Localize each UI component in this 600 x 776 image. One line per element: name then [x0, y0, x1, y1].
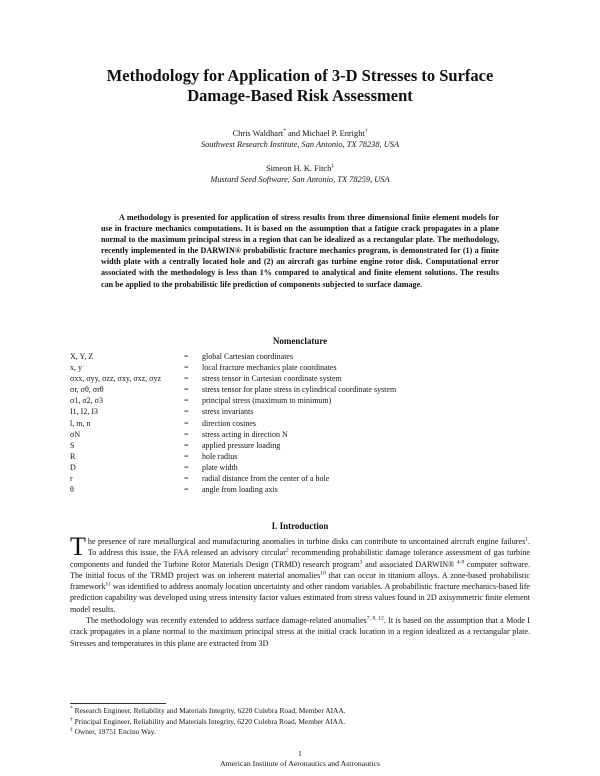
nomenclature-definition: stress invariants — [202, 407, 254, 417]
paragraph-text: and associated DARWIN® — [362, 559, 457, 569]
footnote-mark: ‡ — [70, 726, 73, 733]
author-affiliation: Mustard Seed Software, San Antonio, TX 78259, USA — [210, 175, 390, 184]
reference-mark: 4-9 — [456, 558, 465, 565]
author-affiliation: Southwest Research Institute, San Antonio, TX 78238, USA — [200, 140, 400, 149]
nomenclature-symbol: σr, σθ, σrθ — [70, 385, 104, 395]
nomenclature-row — [70, 473, 396, 484]
nomenclature-equals: = — [184, 474, 189, 484]
footnote-text: Owner, 19751 Encino Way. — [72, 727, 156, 736]
footnote-mark: * — [70, 705, 73, 712]
nomenclature-definition: local fracture mechanics plate coordinates — [202, 363, 337, 373]
paragraph-2 — [70, 615, 530, 649]
nomenclature-definition: stress tensor for plane stress in cylindrical coordinate system — [202, 385, 397, 395]
nomenclature-row — [70, 440, 396, 451]
nomenclature-definition: plate width — [202, 462, 238, 472]
paragraph-text: recommending probabilistic damage tolerance assessment of gas turbine components and funded the Turbine Rotor Materials Design (TRMD) research program — [70, 548, 530, 569]
nomenclature-equals: = — [184, 440, 189, 450]
nomenclature-symbol: l, m, n — [70, 418, 91, 428]
nomenclature-equals: = — [184, 385, 189, 395]
nomenclature-definition: stress acting in direction N — [202, 429, 288, 439]
page-footer — [60, 749, 540, 769]
section-heading-introduction: I. Introduction — [271, 521, 329, 531]
nomenclature-definition: global Cartesian coordinates — [202, 352, 294, 361]
nomenclature-heading: Nomenclature — [272, 336, 328, 346]
author-footnote-mark: * — [283, 128, 286, 135]
author-names — [60, 128, 540, 139]
nomenclature-symbol: I1, I2, I3 — [70, 407, 98, 417]
nomenclature-row — [70, 451, 396, 462]
abstract: A methodology is presented for application of stress results from three dimensional finite element models for use in fracture mechanics computations. It is based on the assumption that a fatigue crack propagates in a plane normal to the maximum principal stress in a region that can be idealized as a rectangular plate. The methodology, recently implemented in the DARWIN® probabilistic fracture mechanics program, is demonstrated for (1) a finite width plate with a centrally located hole and (2) an aircraft gas turbine engine rotor disk. Computational error associated with the methodology is less than 1% compared to analytical and finite element solutions. The results can be applied to the probabilistic life prediction of components subjected to surface damage. — [101, 213, 499, 289]
nomenclature-equals: = — [184, 396, 189, 406]
author-block-1 — [60, 128, 540, 150]
nomenclature-symbol: r — [70, 474, 73, 484]
nomenclature-symbol: σ1, σ2, σ3 — [70, 396, 103, 406]
paragraph-text: The methodology was recently extended to address surface damage-related anomalies — [86, 616, 367, 626]
paragraph-1 — [70, 532, 530, 615]
paragraph-text: was identified to address anomaly location uncertainty and other random variables. A probabilistic fracture mechanics-based life prediction capability was developed using stress intensity factor values estimated from stress values found in 2D axisymmetric finite element model results. — [70, 582, 530, 614]
nomenclature-equals: = — [184, 485, 189, 495]
nomenclature-equals: = — [184, 352, 189, 361]
paragraph-text: he presence of rare metallurgical and manufacturing anomalies in turbine disks can contribute to uncontained aircraft engine failures — [87, 537, 526, 546]
footnote-divider — [70, 703, 166, 704]
publisher-name: American Institute of Aeronautics and Astronautics — [219, 759, 380, 768]
nomenclature-definition: direction cosines — [202, 418, 256, 428]
nomenclature-equals: = — [184, 418, 189, 428]
nomenclature-symbol: X, Y, Z — [70, 352, 94, 361]
nomenclature-equals: = — [184, 451, 189, 461]
footnotes — [70, 706, 346, 738]
nomenclature-definition: hole radius — [202, 451, 238, 461]
reference-mark: 10 — [320, 570, 326, 577]
reference-mark: 3 — [359, 558, 363, 565]
nomenclature-row — [70, 384, 396, 395]
nomenclature-row — [70, 395, 396, 406]
nomenclature-definition: stress tensor in Cartesian coordinate system — [202, 374, 342, 384]
nomenclature-definition: angle from loading axis — [202, 485, 278, 495]
reference-mark: 11 — [105, 581, 111, 588]
page-number: 1 — [298, 749, 302, 758]
introduction-body — [70, 532, 531, 649]
paragraph-text: . To address this issue, the FAA released an advisory circular — [87, 537, 530, 558]
title-line-1: Methodology for Application of 3-D Stresses to Surface — [106, 66, 494, 85]
nomenclature-row — [70, 373, 396, 384]
title-line-2: Damage-Based Risk Assessment — [187, 86, 413, 105]
nomenclature-row — [70, 418, 396, 429]
paper-title — [60, 66, 540, 106]
author-name: Chris Waldhart — [232, 129, 284, 138]
nomenclature-definition: radial distance from the center of a hole — [202, 474, 330, 484]
nomenclature-row — [70, 406, 396, 417]
nomenclature-symbol: S — [70, 440, 75, 450]
nomenclature-symbol: x, y — [70, 363, 82, 373]
nomenclature-equals: = — [184, 407, 189, 417]
footnote-1 — [70, 706, 346, 717]
nomenclature-equals: = — [184, 429, 189, 439]
footnote-mark: † — [70, 716, 73, 723]
footnote-3 — [70, 727, 346, 738]
nomenclature-row — [70, 351, 396, 362]
reference-mark: 7, 8, 12 — [366, 615, 384, 622]
nomenclature-row — [70, 362, 396, 373]
reference-mark: 2 — [285, 547, 289, 554]
author-footnote-mark: ‡ — [331, 163, 335, 170]
nomenclature-symbol: σxx, σyy, σzz, σxy, σxz, σyz — [70, 374, 162, 384]
nomenclature-row — [70, 462, 396, 473]
footnote-text: Principal Engineer, Reliability and Materials Integrity, 6220 Culebra Road, Member AIAA. — [72, 716, 346, 726]
nomenclature-symbol: θ — [70, 485, 74, 495]
drop-cap: T — [70, 532, 86, 561]
nomenclature-equals: = — [184, 363, 189, 373]
nomenclature-table — [70, 351, 396, 495]
author-name: Michael P. Enright — [302, 129, 365, 138]
nomenclature-definition: applied pressure loading — [202, 440, 281, 450]
nomenclature-row — [70, 429, 396, 440]
paragraph-text: that can occur in titanium alloys. A zone-based probabilistic framework — [70, 570, 530, 592]
author-conjunction: and — [285, 129, 303, 138]
nomenclature-symbol: R — [70, 451, 76, 461]
nomenclature-equals: = — [184, 462, 189, 472]
paragraph-text: computer software. The initial focus of the TRMD project was on inherent material anomalies — [70, 559, 530, 580]
nomenclature-symbol: D — [70, 462, 76, 472]
author-names — [60, 163, 540, 174]
footnote-2 — [70, 717, 346, 728]
author-footnote-mark: † — [364, 128, 368, 135]
author-name: Simeon H. K. Fitch — [265, 164, 332, 173]
footnote-text: Research Engineer, Reliability and Materials Integrity, 6220 Culebra Road, Member AIAA. — [72, 706, 346, 715]
paragraph-text: . It is based on the assumption that a Mode I crack propagates in a plane normal to the maximum principal stress at the initial crack location in a region idealized as a rectangular plate. Stresses and temperatures in this plane are extracted from 3D — [70, 616, 531, 648]
nomenclature-symbol: σN — [70, 429, 81, 439]
nomenclature-row — [70, 484, 396, 495]
author-block-2 — [60, 163, 540, 185]
reference-mark: 1 — [525, 536, 528, 543]
nomenclature-definition: principal stress (maximum to minimum) — [202, 396, 332, 406]
nomenclature-equals: = — [184, 374, 189, 384]
